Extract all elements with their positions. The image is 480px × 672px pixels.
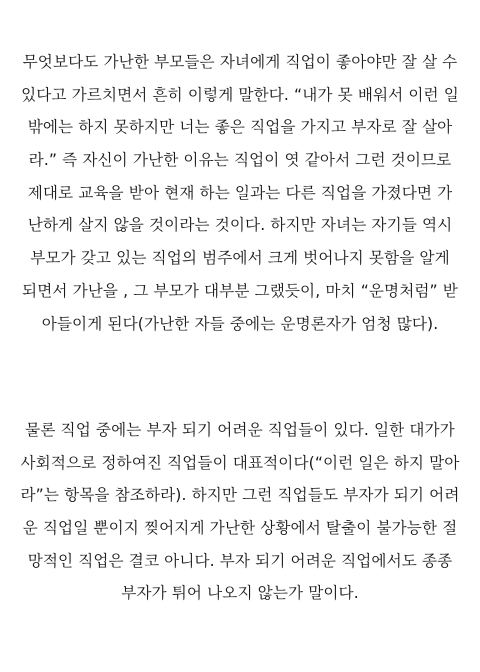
text-line: 물론 직업 중에는 부자 되기 어려운 직업들이 있다. 일한 대가가 (25, 421, 455, 439)
text-line: 부모가 갖고 있는 직업의 범주에서 크게 벗어나지 못함을 알게 (30, 249, 450, 268)
text-line: 제대로 교육을 받아 현재 하는 일과는 다른 직업을 가졌다면 가 (27, 183, 453, 202)
paragraph-2 (0, 414, 480, 610)
text-line: 라.” 즉 자신이 가난한 이유는 직업이 엿 같아서 그런 것이므로 (28, 151, 452, 170)
text-line: 되면서 가난을 , 그 부모가 대부분 그랬듯이, 마치 “운명처럼” 받 (22, 281, 458, 300)
text-line: 난하게 살지 않을 것이라는 것이다. 하지만 자녀는 자기들 역시 (27, 216, 453, 235)
text-line: 운 직업일 뿐이지 찢어지게 가난한 상황에서 탈출이 불가능한 절 (22, 519, 458, 538)
text-line: 아들이게 된다(가난한 자들 중에는 운명론자가 엄청 많다). (41, 314, 439, 333)
text-line: 무엇보다도 가난한 부모들은 자녀에게 직업이 좋아야만 잘 살 수 (22, 53, 458, 71)
text-line: 밖에는 하지 못하지만 너는 좋은 직업을 가지고 부자로 잘 살아 (27, 118, 453, 137)
text-line: 있다고 가르치면서 흔히 이렇게 말한다. “내가 못 배워서 이런 일 (21, 85, 459, 104)
text-line: 사회적으로 정하여진 직업들이 대표적이다(“이런 일은 하지 말아 (20, 453, 460, 472)
text-line: 라”는 항목을 참조하라). 하지만 그런 직업들도 부자가 되기 어려 (20, 486, 460, 505)
text-line: 부자가 튀어 나오지 않는가 말이다. (121, 584, 359, 603)
text-line: 망적인 직업은 결코 아니다. 부자 되기 어려운 직업에서도 종종 (27, 551, 453, 570)
paragraph-1 (0, 46, 480, 340)
